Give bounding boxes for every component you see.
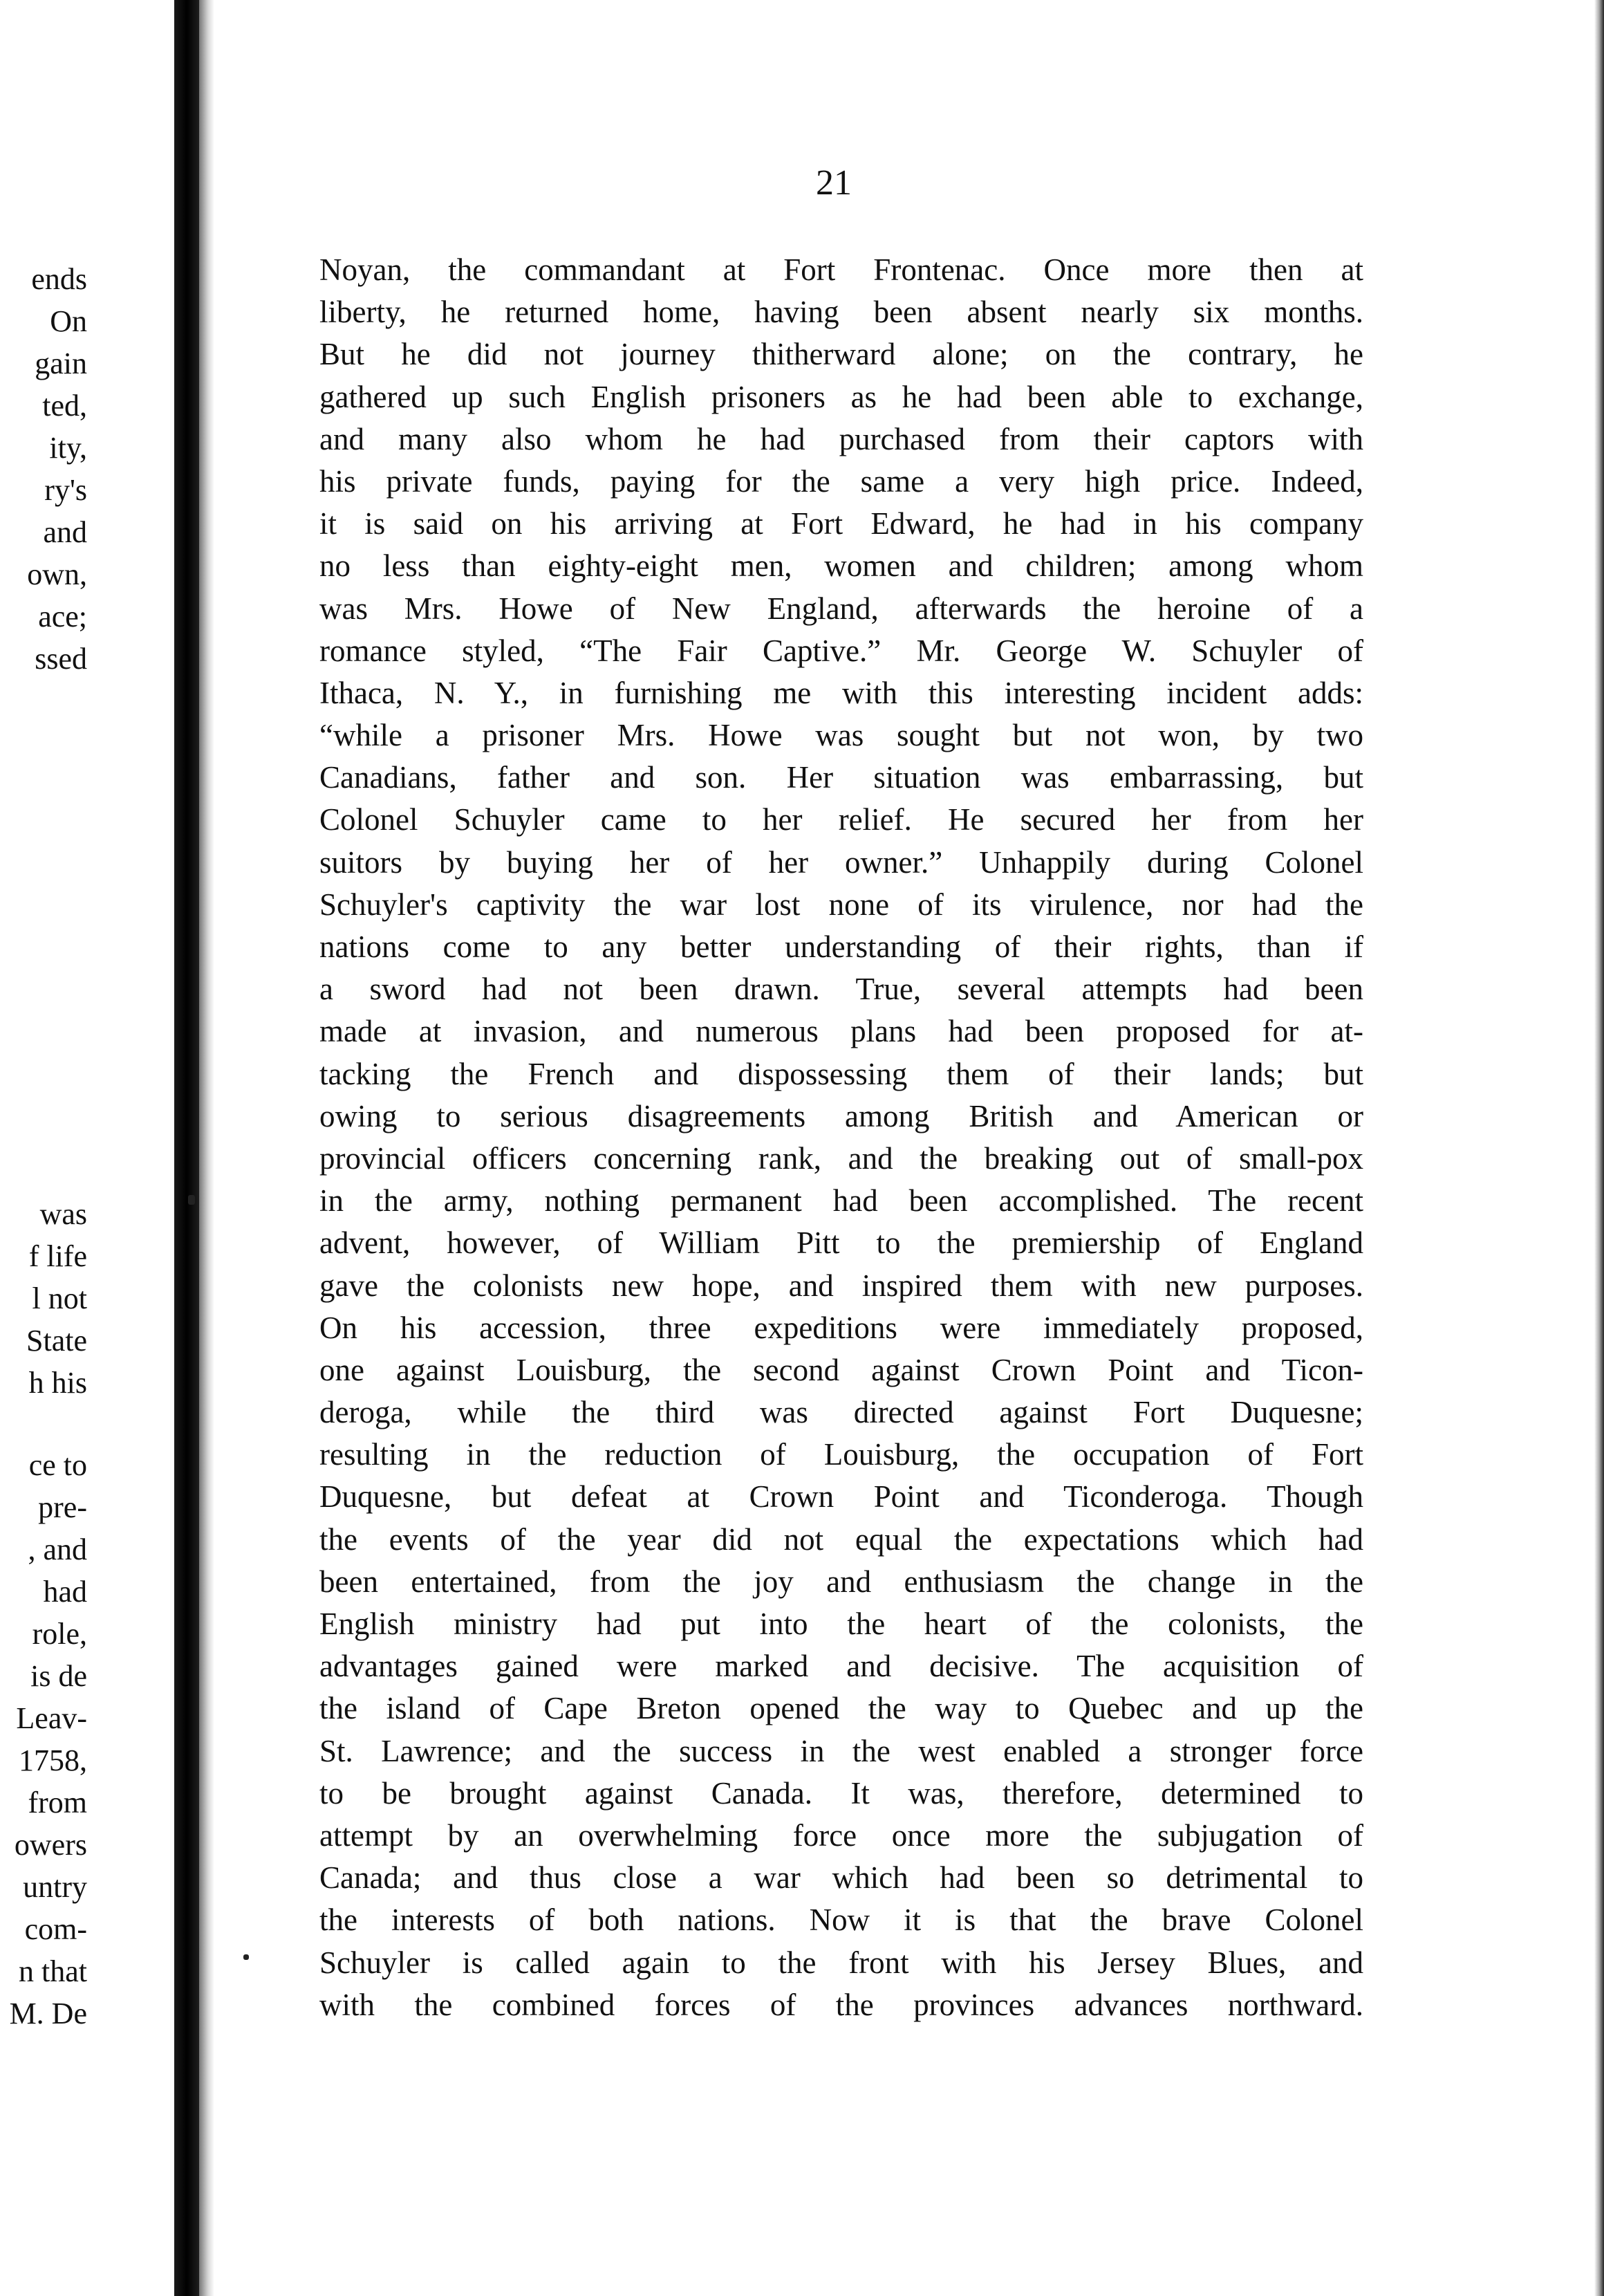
text-line: suitors by buying her of her owner.” Unhappily during Colonel <box>319 844 1363 880</box>
text-line: the island of Cape Breton opened the way to Quebec and up the <box>319 1691 1363 1726</box>
margin-line: untry <box>23 1870 87 1904</box>
text-line: was Mrs. Howe of New England, afterwards the heroine of a <box>319 591 1363 626</box>
margin-line: is de <box>30 1659 87 1693</box>
page-number: 21 <box>816 163 852 203</box>
text-line: gathered up such English prisoners as he had been able to exchange, <box>319 379 1363 414</box>
margin-line: pre- <box>38 1490 87 1524</box>
text-line: Ithaca, N. Y., in furnishing me with this interesting incident adds: <box>319 675 1363 710</box>
page-body-text <box>319 249 1363 2026</box>
text-line: deroga, while the third was directed against Fort Duquesne; <box>319 1395 1363 1430</box>
margin-line: M. De <box>9 1997 87 2030</box>
text-line: made at invasion, and numerous plans had been proposed for at- <box>319 1014 1363 1049</box>
margin-line: h his <box>28 1366 87 1400</box>
text-line: Canada; and thus close a war which had been so detrimental to <box>319 1860 1363 1896</box>
text-line: Canadians, father and son. Her situation was embarrassing, but <box>319 760 1363 795</box>
margin-line: On <box>50 304 87 338</box>
margin-line: ends <box>31 262 87 296</box>
text-line: provincial officers concerning rank, and the breaking out of small-pox <box>319 1140 1363 1176</box>
margin-line: and <box>43 515 87 549</box>
margin-line: State <box>26 1324 87 1358</box>
text-line: it is said on his arriving at Fort Edward, he had in his company <box>319 506 1363 541</box>
margin-line: n that <box>19 1954 87 1988</box>
text-line: to be brought against Canada. It was, therefore, determined to <box>319 1775 1363 1811</box>
text-line: advent, however, of William Pitt to the premiership of England <box>319 1225 1363 1261</box>
margin-line: ssed <box>35 642 87 676</box>
margin-line: Leav- <box>16 1701 87 1735</box>
margin-line: own, <box>27 557 87 591</box>
margin-line: ry's <box>44 473 87 507</box>
facing-page-fragment <box>0 0 173 2296</box>
margin-line: gain <box>35 346 87 380</box>
margin-line: l not <box>32 1281 87 1315</box>
text-line: But he did not journey thitherward alone; on the contrary, he <box>319 337 1363 372</box>
book-gutter <box>174 0 199 2296</box>
text-line: owing to serious disagreements among British and American or <box>319 1098 1363 1133</box>
text-line: gave the colonists new hope, and inspired them with new purposes. <box>319 1268 1363 1303</box>
text-line: Schuyler's captivity the war lost none of its virulence, nor had the <box>319 887 1363 922</box>
text-line: Colonel Schuyler came to her relief. He secured her from her <box>319 802 1363 837</box>
margin-line: ace; <box>38 600 87 633</box>
text-line: resulting in the reduction of Louisburg, the occupation of Fort <box>319 1437 1363 1472</box>
scan-speck <box>188 1195 195 1205</box>
margin-line: owers <box>14 1828 87 1862</box>
text-line: the events of the year did not equal the expectations which had <box>319 1521 1363 1557</box>
text-line: the interests of both nations. Now it is that the brave Colonel <box>319 1902 1363 1938</box>
text-line: Duquesne, but defeat at Crown Point and Ticonderoga. Though <box>319 1479 1363 1515</box>
text-line: romance styled, “The Fair Captive.” Mr. George W. Schuyler of <box>319 633 1363 668</box>
text-line: nations come to any better understanding of their rights, than if <box>319 929 1363 964</box>
text-line: in the army, nothing permanent had been accomplished. The recent <box>319 1183 1363 1219</box>
margin-line: ity, <box>49 431 87 465</box>
text-line: and many also whom he had purchased from their captors with <box>319 421 1363 456</box>
text-line: Noyan, the commandant at Fort Frontenac. Once more then at <box>319 252 1363 287</box>
text-line: “while a prisoner Mrs. Howe was sought but not won, by two <box>319 718 1363 753</box>
margin-line: , and <box>28 1533 87 1566</box>
text-line: no less than eighty-eight men, women and children; among whom <box>319 548 1363 584</box>
text-line: liberty, he returned home, having been absent nearly six months. <box>319 295 1363 330</box>
text-line: one against Louisburg, the second against Crown Point and Ticon- <box>319 1352 1363 1387</box>
margin-line: role, <box>32 1617 87 1651</box>
scan-speck <box>243 1954 249 1960</box>
text-line: advantages gained were marked and decisive. The acquisition of <box>319 1649 1363 1684</box>
margin-line: ted, <box>42 389 87 423</box>
margin-line: was <box>39 1197 87 1231</box>
text-line: attempt by an overwhelming force once more the subjugation of <box>319 1817 1363 1853</box>
gutter-shadow <box>199 0 214 2296</box>
margin-line: f life <box>28 1239 87 1273</box>
text-line: his private funds, paying for the same a very high price. Indeed, <box>319 463 1363 499</box>
text-line: On his accession, three expeditions were immediately proposed, <box>319 1310 1363 1345</box>
margin-line: 1758, <box>19 1743 87 1777</box>
margin-line: ce to <box>28 1448 87 1482</box>
margin-line: had <box>43 1575 87 1609</box>
text-line: Schuyler is called again to the front with his Jersey Blues, and <box>319 1945 1363 1980</box>
text-line: been entertained, from the joy and enthusiasm the change in the <box>319 1564 1363 1599</box>
page-edge-shadow <box>1594 0 1604 2296</box>
margin-line: com- <box>24 1912 87 1946</box>
margin-line: from <box>28 1786 87 1820</box>
text-line: tacking the French and dispossessing them of their lands; but <box>319 1056 1363 1091</box>
text-line: with the combined forces of the provinces advances northward. <box>319 1987 1363 2022</box>
text-line: St. Lawrence; and the success in the west enabled a stronger force <box>319 1733 1363 1768</box>
text-line: a sword had not been drawn. True, several attempts had been <box>319 972 1363 1007</box>
text-line: English ministry had put into the heart of the colonists, the <box>319 1607 1363 1641</box>
